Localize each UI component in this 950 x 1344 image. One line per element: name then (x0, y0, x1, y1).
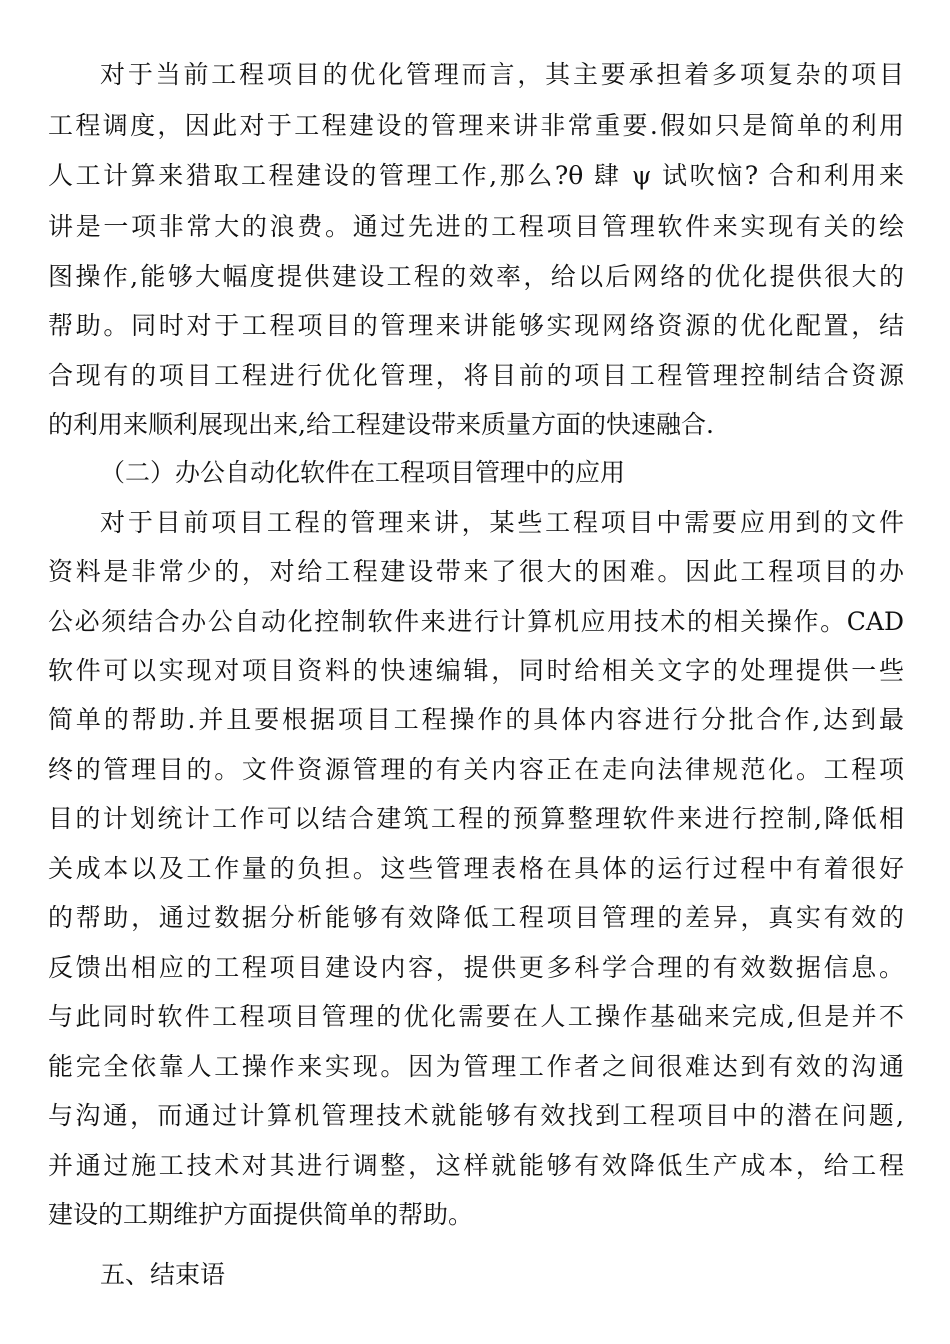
paragraph-1-line-1: 对于当前工程项目的优化管理而言，其主要承担着多项复杂的项目 (100, 60, 904, 89)
paragraph-1-line-5: 图操作,能够大幅度提供建设工程的效率，给以后网络的优化提供很大的 (48, 262, 904, 291)
paragraph-2-line-5: 简单的帮助.并且要根据项目工程操作的具体内容进行分批合作,达到最 (48, 705, 904, 734)
paragraph-2-line-1: 对于目前项目工程的管理来讲，某些工程项目中需要应用到的文件 (100, 508, 904, 537)
paragraph-2-line-15: 建设的工期维护方面提供简单的帮助。 (48, 1200, 474, 1229)
paragraph-2-line-7: 目的计划统计工作可以结合建筑工程的预算整理软件来进行控制,降低相 (48, 804, 904, 833)
paragraph-1-line-6: 帮助。同时对于工程项目的管理来讲能够实现网络资源的优化配置，结 (48, 311, 904, 340)
section-heading: （二）办公自动化软件在工程项目管理中的应用 (100, 458, 626, 487)
paragraph-2-line-14: 并通过施工技术对其进行调整，这样就能够有效降低生产成本，给工程 (48, 1151, 904, 1180)
chapter-heading: 五、结束语 (100, 1260, 226, 1289)
paragraph-1-line-8: 的利用来顺利展现出来,给工程建设带来质量方面的快速融合. (48, 410, 714, 439)
paragraph-2-line-6: 终的管理目的。文件资源管理的有关内容正在走向法律规范化。工程项 (48, 755, 904, 784)
paragraph-2-line-3: 公必须结合办公自动化控制软件来进行计算机应用技术的相关操作。CAD (48, 607, 904, 636)
paragraph-2-line-9: 的帮助，通过数据分析能够有效降低工程项目管理的差异，真实有效的 (48, 903, 904, 932)
paragraph-2-line-4: 软件可以实现对项目资料的快速编辑，同时给相关文字的处理提供一些 (48, 656, 904, 685)
paragraph-2-line-2: 资料是非常少的，对给工程建设带来了很大的困难。因此工程项目的办 (48, 557, 904, 586)
paragraph-1-line-2: 工程调度，因此对于工程建设的管理来讲非常重要.假如只是简单的利用 (48, 111, 904, 140)
paragraph-2-line-10: 反馈出相应的工程项目建设内容，提供更多科学合理的有效数据信息。 (48, 953, 904, 982)
paragraph-1-line-7: 合现有的项目工程进行优化管理，将目前的项目工程管理控制结合资源 (48, 361, 904, 390)
paragraph-2-line-8: 关成本以及工作量的负担。这些管理表格在具体的运行过程中有着很好 (48, 854, 904, 883)
paragraph-2-line-13: 与沟通，而通过计算机管理技术就能够有效找到工程项目中的潜在问题, (48, 1101, 904, 1130)
paragraph-1-line-3: 人工计算来猎取工程建设的管理工作,那么?θ 肆 ψ 试吹恼? 合和利用来 (48, 161, 904, 190)
paragraph-2-line-12: 能完全依靠人工操作来实现。因为管理工作者之间很难达到有效的沟通 (48, 1052, 904, 1081)
paragraph-2-line-11: 与此同时软件工程项目管理的优化需要在人工操作基础来完成,但是并不 (48, 1002, 904, 1031)
paragraph-1-line-4: 讲是一项非常大的浪费。通过先进的工程项目管理软件来实现有关的绘 (48, 212, 904, 241)
